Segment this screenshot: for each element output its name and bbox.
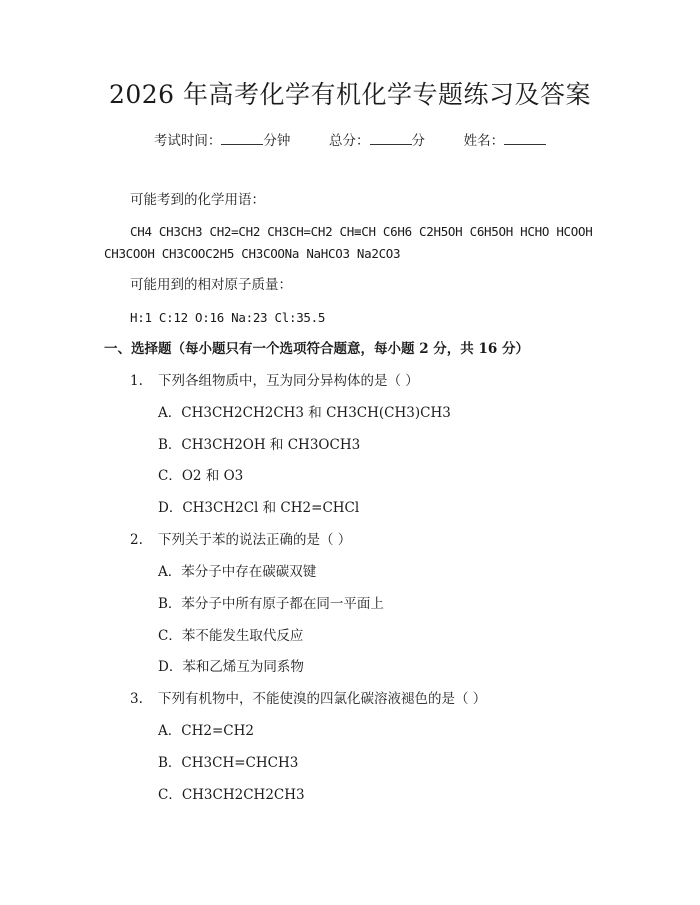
question-3-option-c[interactable]: C．CH3CH2CH2CH3 <box>158 787 305 803</box>
atomic-mass-heading: 可能用到的相对原子质量： <box>130 277 292 293</box>
question-3-stem: 下列有机物中，不能使溴的四氯化碳溶液褪色的是（ ） <box>158 691 487 707</box>
name-blank[interactable] <box>504 130 546 145</box>
chem-terms-heading: 可能考到的化学用语： <box>130 192 265 208</box>
question-2-option-a[interactable]: A．苯分子中存在碳碳双键 <box>158 564 317 580</box>
question-2-stem: 下列关于苯的说法正确的是（ ） <box>158 532 352 548</box>
atomic-mass-values: H:1 C:12 O:16 Na:23 Cl:35.5 <box>130 310 326 325</box>
question-2-option-b[interactable]: B．苯分子中所有原子都在同一平面上 <box>158 596 384 612</box>
score-label: 总分： <box>329 133 370 149</box>
question-1-option-c[interactable]: C．O2 和 O3 <box>158 468 244 484</box>
question-3-option-b[interactable]: B．CH3CH=CHCH3 <box>158 755 299 771</box>
question-1-stem: 下列各组物质中，互为同分异构体的是（ ） <box>158 373 419 389</box>
question-2-number: 2. <box>130 532 143 548</box>
section-1-heading: 一、选择题（每小题只有一个选项符合题意，每小题 2 分，共 16 分） <box>104 341 529 357</box>
question-2-option-d[interactable]: D．苯和乙烯互为同系物 <box>158 659 304 675</box>
question-3-option-a[interactable]: A．CH2=CH2 <box>158 723 254 739</box>
question-1-option-a[interactable]: A．CH3CH2CH2CH3 和 CH3CH(CH3)CH3 <box>158 405 451 421</box>
exam-info-line <box>0 130 700 151</box>
time-label: 考试时间： <box>153 133 222 149</box>
time-unit: 分钟 <box>263 133 291 149</box>
name-label: 姓名： <box>463 133 505 149</box>
question-3-number: 3. <box>130 691 143 707</box>
chem-terms-line-2: CH3COOH CH3COOC2H5 CH3COONa NaHCO3 Na2CO3 <box>104 246 401 261</box>
question-1-option-d[interactable]: D．CH3CH2Cl 和 CH2=CHCl <box>158 500 360 516</box>
score-unit: 分 <box>411 133 425 149</box>
time-blank[interactable] <box>221 130 263 145</box>
page-title: 2026 年高考化学有机化学专题练习及答案 <box>108 80 592 109</box>
score-blank[interactable] <box>370 130 412 145</box>
chem-terms-line-1: CH4 CH3CH3 CH2=CH2 CH3CH=CH2 CH≡CH C6H6 C2H5OH C6H5OH HCHO HCOOH <box>130 224 593 239</box>
question-2-option-c[interactable]: C．苯不能发生取代反应 <box>158 628 304 644</box>
question-1-option-b[interactable]: B．CH3CH2OH 和 CH3OCH3 <box>158 437 361 453</box>
question-1-number: 1. <box>130 373 143 389</box>
